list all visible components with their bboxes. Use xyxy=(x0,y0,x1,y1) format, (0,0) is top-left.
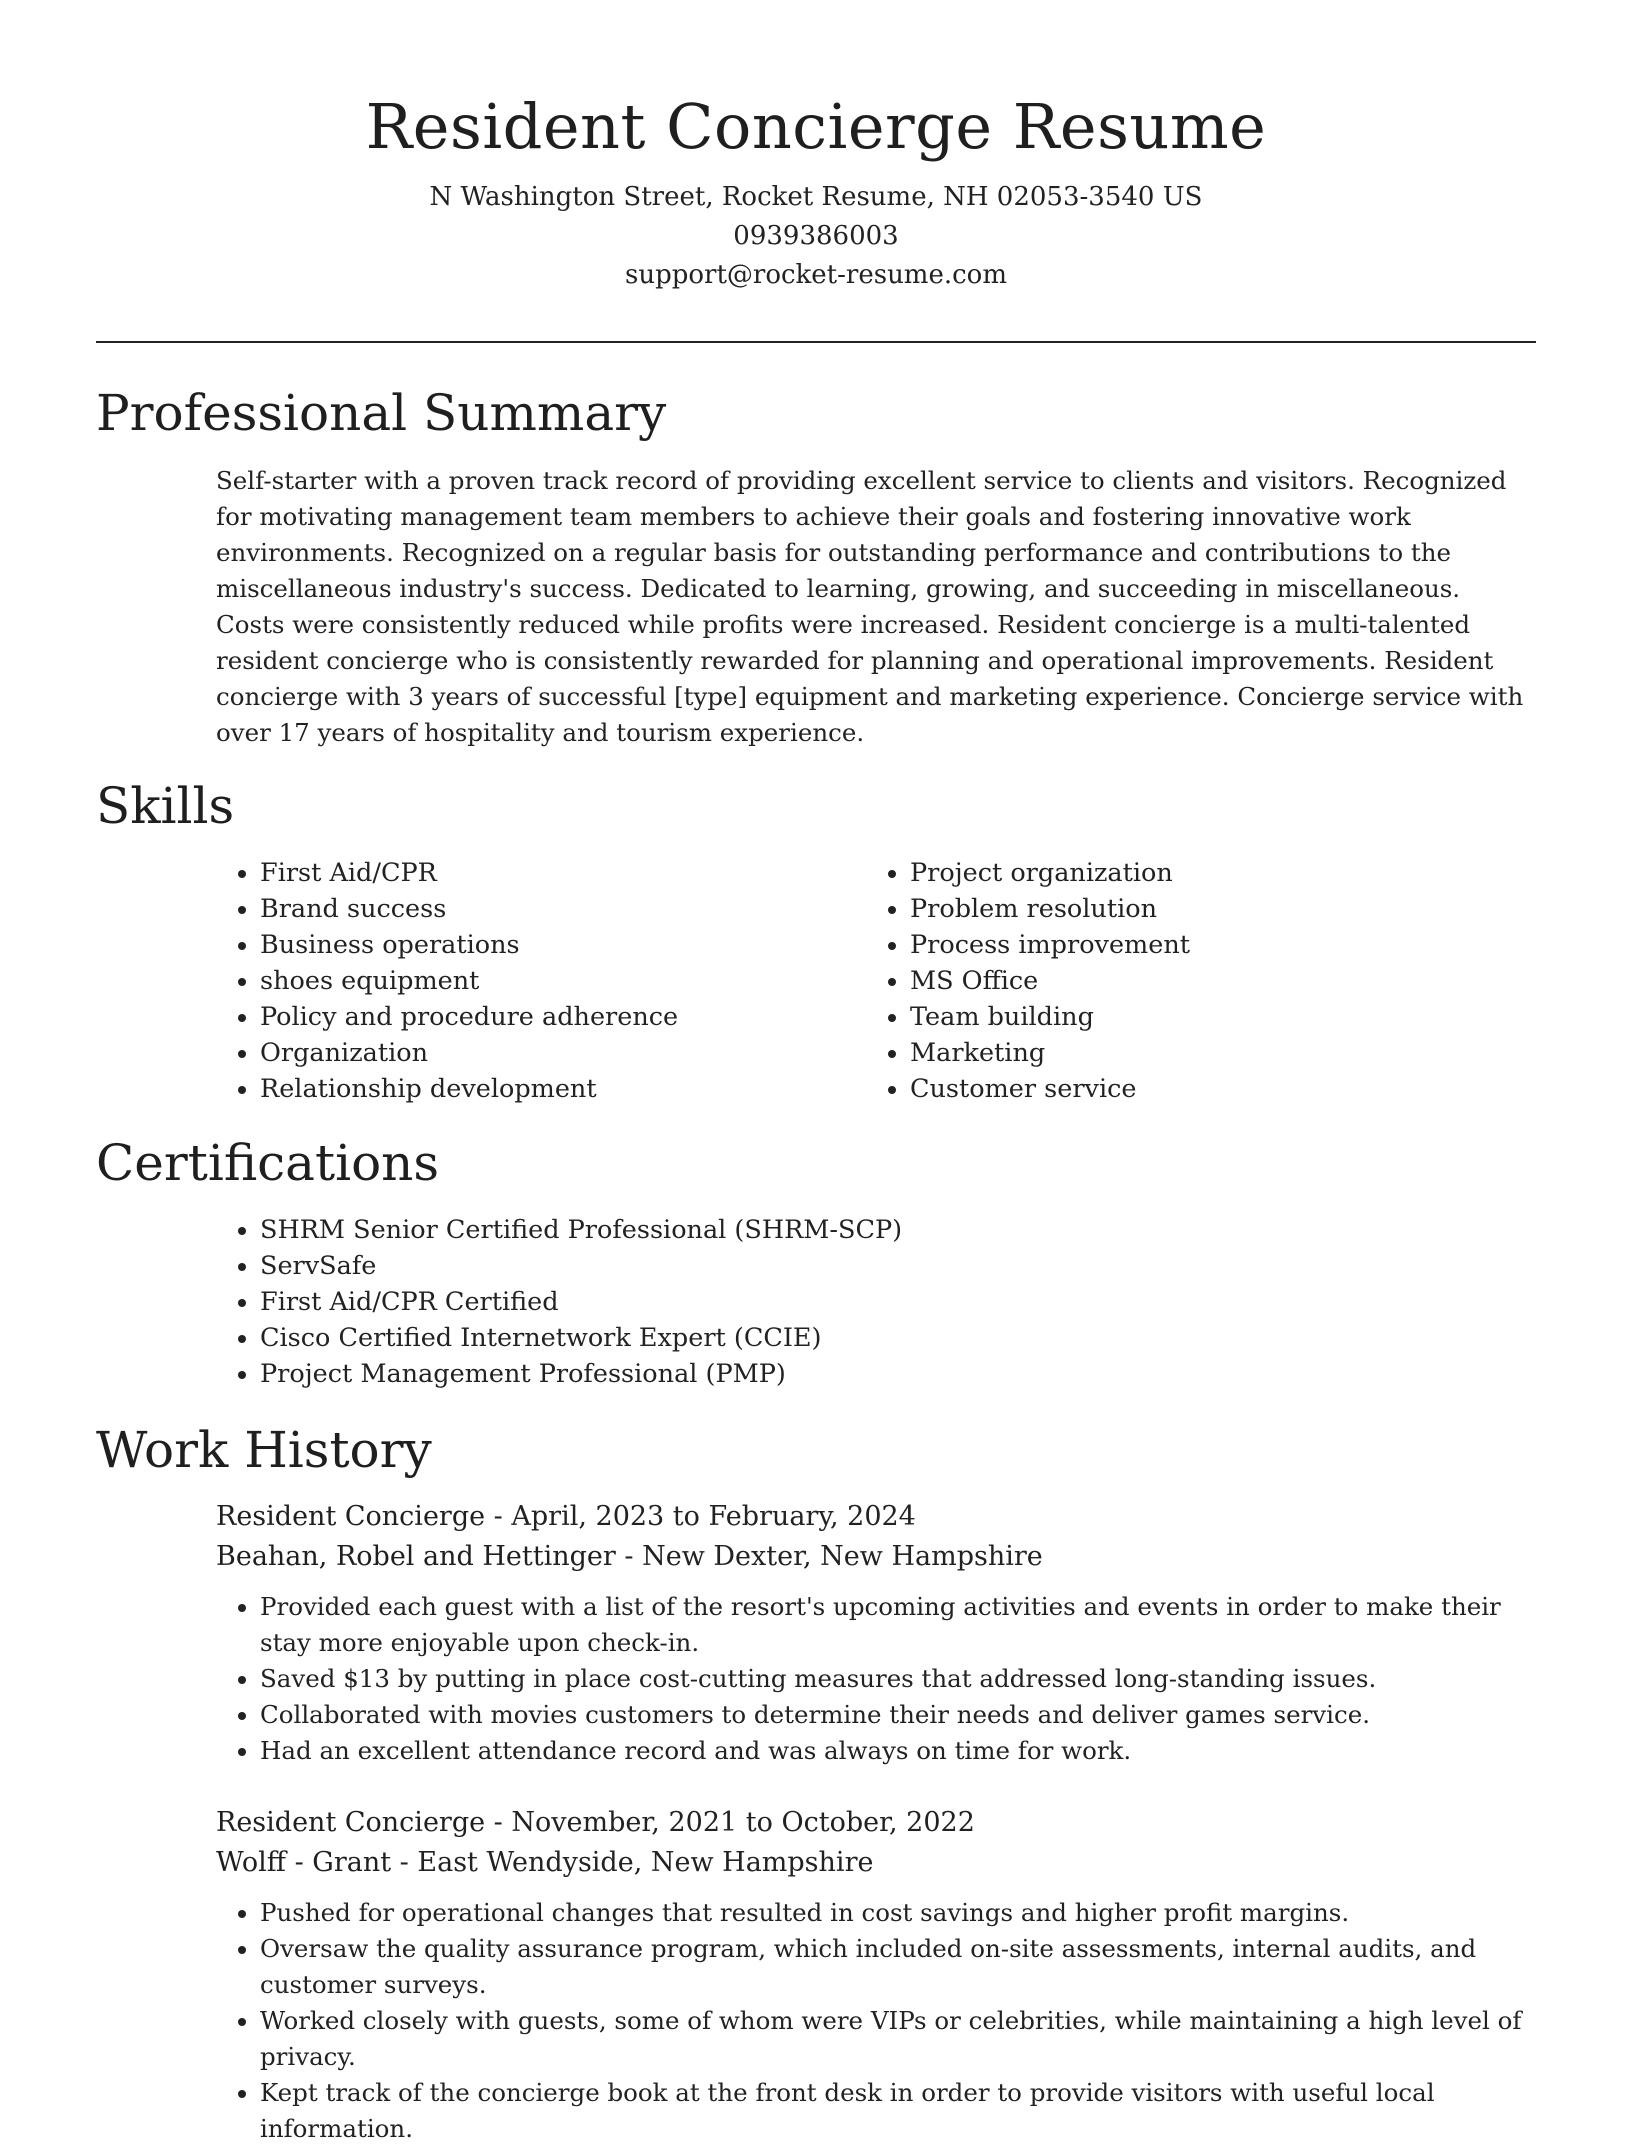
header-divider xyxy=(96,341,1536,343)
job-entry xyxy=(216,1803,1536,2147)
certifications-list xyxy=(216,1212,902,1392)
job-bullet: • Had an excellent attendance record and was always on time for work. xyxy=(260,1733,1536,1769)
skills-list-left xyxy=(216,855,678,1107)
skill-item: • MS Office xyxy=(910,963,1190,999)
job-bullets xyxy=(216,1589,1536,1769)
job-title-line xyxy=(216,1803,1536,1843)
certification-item: • Cisco Certified Internetwork Expert (CCIE) xyxy=(260,1320,902,1356)
skills-column-left xyxy=(216,855,678,1107)
summary-heading: Professional Summary xyxy=(96,384,667,442)
skill-item: • Marketing xyxy=(910,1035,1190,1071)
certification-item: • SHRM Senior Certified Professional (SHRM-SCP) xyxy=(260,1212,902,1248)
job-bullet: • Provided each guest with a list of the resort's upcoming activities and events in order to make their stay more enjoyable upon check-in. xyxy=(260,1589,1536,1661)
contact-block xyxy=(0,178,1632,295)
resume-title: Resident Concierge Resume xyxy=(365,90,1267,163)
skill-item: • Problem resolution xyxy=(910,891,1190,927)
skill-item: • Customer service xyxy=(910,1071,1190,1107)
job-bullets xyxy=(216,1895,1536,2147)
phone-line: 0939386003 xyxy=(733,221,899,251)
job-entry xyxy=(216,1497,1536,1769)
summary-text: Self-starter with a proven track record of providing excellent service to clients and visitors. Recognized for motivating management team members to achieve their goals and fostering innovative work environments. Recognized on a regular basis for outstanding performance and contributions to the miscellaneous industry's success. Dedicated to learning, growing, and succeeding in miscellaneous. Costs were consistently reduced while profits were increased. Resident concierge is a multi-talented resident concierge who is consistently rewarded for planning and operational improvements. Resident concierge with 3 years of successful [type] equipment and marketing experience. Concierge service with over 17 years of hospitality and tourism experience. xyxy=(216,466,1524,747)
job-location: New Dexter, New Hampshire xyxy=(642,1541,1043,1572)
job-bullet: • Kept track of the concierge book at the front desk in order to provide visitors with useful local information. xyxy=(260,2075,1536,2147)
job-company: Beahan, Robel and Hettinger xyxy=(216,1541,616,1572)
separator: - xyxy=(391,1847,418,1878)
job-title-line xyxy=(216,1497,1536,1537)
job-bullet: • Worked closely with guests, some of whom were VIPs or celebrities, while maintaining a high level of privacy. xyxy=(260,2003,1536,2075)
skills-list-right xyxy=(866,855,1190,1107)
work-history-heading: Work History xyxy=(96,1421,432,1479)
email-line: support@rocket-resume.com xyxy=(624,260,1007,290)
skill-item: • Team building xyxy=(910,999,1190,1035)
job-company-line xyxy=(216,1537,1536,1577)
skill-item: • Business operations xyxy=(260,927,678,963)
job-bullet: • Saved $13 by putting in place cost-cutting measures that addressed long-standing issues. xyxy=(260,1661,1536,1697)
certification-item: • First Aid/CPR Certified xyxy=(260,1284,902,1320)
skill-item: • shoes equipment xyxy=(260,963,678,999)
job-company: Wolff - Grant xyxy=(216,1847,392,1878)
separator: - xyxy=(485,1501,512,1532)
skill-item: • Process improvement xyxy=(910,927,1190,963)
skill-item: • Brand success xyxy=(260,891,678,927)
skills-column-right xyxy=(866,855,1190,1107)
skill-item: • Relationship development xyxy=(260,1071,678,1107)
skill-item: • Policy and procedure adherence xyxy=(260,999,678,1035)
job-company-line xyxy=(216,1843,1536,1883)
resume-header xyxy=(0,0,1632,295)
job-bullet: • Collaborated with movies customers to determine their needs and deliver games service. xyxy=(260,1697,1536,1733)
certification-item: • ServSafe xyxy=(260,1248,902,1284)
address-line: N Washington Street, Rocket Resume, NH 02053-3540 US xyxy=(429,182,1203,212)
job-bullet: • Pushed for operational changes that resulted in cost savings and higher profit margins. xyxy=(260,1895,1536,1931)
separator: - xyxy=(485,1807,512,1838)
separator: - xyxy=(615,1541,643,1572)
job-location: East Wendyside, New Hampshire xyxy=(417,1847,874,1878)
job-dates: November, 2021 to October, 2022 xyxy=(511,1807,975,1838)
job-dates: April, 2023 to February, 2024 xyxy=(511,1501,916,1532)
job-role: Resident Concierge xyxy=(216,1807,486,1838)
certifications-block xyxy=(216,1212,902,1392)
skills-heading: Skills xyxy=(96,777,235,835)
job-bullet: • Oversaw the quality assurance program, which included on-site assessments, internal audits, and customer surveys. xyxy=(260,1931,1536,2003)
job-role: Resident Concierge xyxy=(216,1501,486,1532)
skill-item: • First Aid/CPR xyxy=(260,855,678,891)
certifications-heading: Certifications xyxy=(96,1134,440,1192)
skill-item: • Organization xyxy=(260,1035,678,1071)
certification-item: • Project Management Professional (PMP) xyxy=(260,1356,902,1392)
skill-item: • Project organization xyxy=(910,855,1190,891)
